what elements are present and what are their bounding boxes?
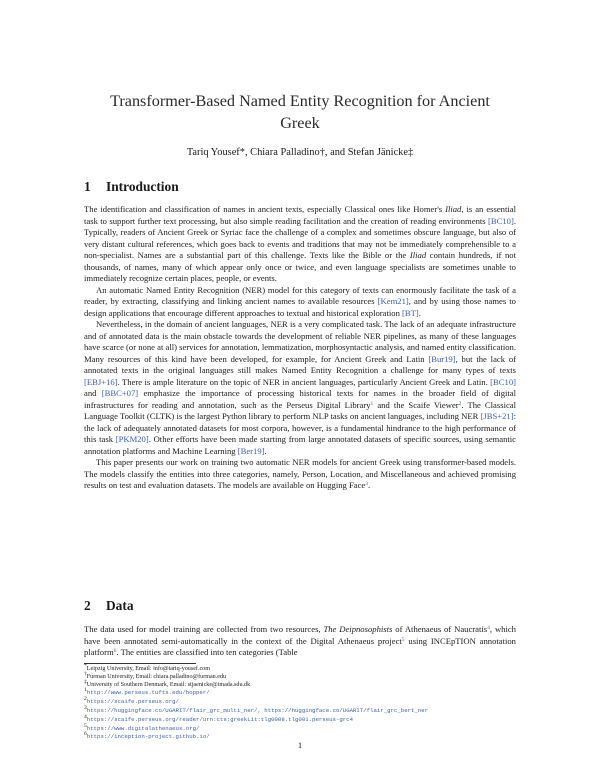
citation-link[interactable]: [Ber19] <box>237 445 265 456</box>
footnotes <box>84 663 516 742</box>
footnote-mark[interactable]: 5 <box>401 636 405 643</box>
footnote-mark[interactable]: 2 <box>458 400 462 407</box>
citation-link[interactable]: [BC10] <box>488 215 514 226</box>
paragraph: An automatic Named Entity Recognition (NER) model for this category of texts can enormously facilitate the task of a reader, by extracting, classifying and linking ancient names to available resources [Kem21], and by using those names to design applications that encourage different approaches to textual and historical exploration [BT]. <box>84 284 516 318</box>
citation-link[interactable]: [PKM20] <box>115 434 149 444</box>
footnote-url-link[interactable]: https://inception-project.github.io/ <box>86 733 210 741</box>
author-list: Tariq Yousef*, Chiara Palladino†, and Stefan Jänicke‡ <box>186 147 414 158</box>
footnote: $^2$https://scaife.perseus.org/ <box>84 696 179 706</box>
citation-link[interactable]: [BT] <box>402 307 419 318</box>
citation-link[interactable]: [Kem21] <box>377 296 409 306</box>
footnote-url-link[interactable]: https://scaife.perseus.org/ <box>86 698 179 706</box>
footnote: $^1$http://www.perseus.tufts.edu/hopper/ <box>84 687 210 697</box>
page-number: 1 <box>297 740 303 750</box>
citation-link[interactable]: [EBJ+16] <box>84 376 118 387</box>
section-heading-introduction <box>84 179 179 195</box>
footnote: $^6$https://inception-project.github.io/ <box>84 731 210 741</box>
footnote-url-link[interactable]: https://huggingface.co/UGARIT/flair_grc_multi_ner/, https://huggingface.co/UGARIT/flair_grc_bert_ner <box>86 706 429 714</box>
title-line-2: Greek <box>280 114 320 132</box>
footnote: $^5$https://www.digitalathenaeus.org/ <box>84 722 200 732</box>
section-title: Introduction <box>106 179 179 194</box>
section-number: 1 <box>84 179 91 194</box>
footnote: $^4$https://scaife.perseus.org/reader/urn:cts:greekLit:tlg0008.tlg001.perseus-grc4 <box>84 713 354 723</box>
footnote-mark[interactable]: 4 <box>487 625 490 631</box>
footnote-mark[interactable]: 1 <box>370 400 374 407</box>
section-number: 2 <box>84 598 91 613</box>
citation-link[interactable]: [Bur19] <box>428 353 456 364</box>
citation-link[interactable]: [BC10] <box>490 376 516 387</box>
footnote-rule <box>84 663 196 664</box>
footnote: †Furman University, Email: chiara.palladino@furman.edu <box>84 670 227 680</box>
paragraph: Nevertheless, in the domain of ancient languages, NER is a very complicated task. The lack of an adequate infrastructure and of annotated data is the main obstacle towards the development of reliable NER pipelines, as many of these languages have scarce (or none at all) services for annotation, lemmatization, morphosyntactic analysis, and named entity classification. Many resources of this kind have been developed, for example, for Ancient Greek and Latin [Bur19], but the lack of annotated texts in the original languages still makes Named Entity Recognition a challenge for many types of texts [EBJ+16]. There is ample literature on the topic of NER in ancient languages, particularly Ancient Greek and Latin. [BC10] and [BBC+07] emphasize the importance of processing historical texts for names in the broader field of digital infrastructures for reading and annotation, such as the Perseus Digital Library$^1$ and the Scaife Viewer$^2$. The Classical Language Toolkit (CLTK) is the largest Python library to perform NLP tasks on ancient languages, including NER [JBS+21]: the lack of adequately annotated datasets for most corpora, however, is a fundamental hindrance to the high performance of this task [PKM20]. Other efforts have been made starting from large annotated datasets of specific sources, using semantic annotation platforms and Machine Learning [Ber19]. <box>84 319 517 456</box>
data-body <box>84 624 516 659</box>
section-title: Data <box>106 598 134 613</box>
footnote-url-link[interactable]: https://www.digitalathenaeus.org/ <box>86 724 200 732</box>
footnote-url-link[interactable]: http://www.perseus.tufts.edu/hopper/ <box>86 689 210 697</box>
footnote: $^3$https://huggingface.co/UGARIT/flair_grc_multi_ner/, https://huggingface.co/UGARIT/flair_grc_bert_ner <box>84 704 429 714</box>
paper-title <box>90 90 510 134</box>
footnote-url-link[interactable]: https://scaife.perseus.org/reader/urn:cts:greekLit:tlg0008.tlg001.perseus-grc4 <box>86 715 354 723</box>
footnote: *Leipzig University, Email: info@tariq-yousef.com <box>84 663 210 672</box>
citation-link[interactable]: [BBC+07] <box>101 388 139 398</box>
paragraph: The data used for model training are collected from two resources, The Deipnosophists of Athenaeus of Naucratis$^4$, which have been annotated semi-automatically in the context of the Digital Athenaeus project$^5$ using INCEpTION annotation platform$^6$. The entities are classified into ten categories (Table <box>84 624 516 657</box>
title-line-1: Transformer-Based Named Entity Recognition for Ancient <box>110 92 490 110</box>
paragraph: This paper presents our work on training two automatic NER models for ancient Greek using transformer-based models. The models classify the entities into three categories, namely, Person, Location, and Miscellaneous and achieved promising results on test and evaluation datasets. The models are available on Hugging Face$^3$. <box>84 457 516 490</box>
citation-link[interactable]: [JBS+21] <box>480 411 514 421</box>
footnote-mark[interactable]: 6 <box>113 648 117 654</box>
section-heading-data <box>84 598 134 614</box>
introduction-body <box>84 204 516 492</box>
footnote-mark[interactable]: 3 <box>365 481 369 487</box>
paragraph: The identification and classification of names in ancient texts, especially Classical ones like Homer's Iliad, is an essential task to support further text processing, but also simple reading facilitation and the creation of reading environments [BC10]. Typically, readers of Ancient Greek or Syriac face the challenge of a complex and sometimes obscure language, but also of very distant cultural references, which goes back to events and traditions that may not be immediately comprehensible to a non-specialist. Names are a substantial part of this challenge. Texts like the Bible or the Iliad contain hundreds, if not thousands, of names, many of which appear only once or twice, and even language specialists are sometimes unable to immediately recognize certain places, people, or events. <box>84 204 516 283</box>
footnote: ‡University of Southern Denmark, Email: stjaenicke@imada.sdu.dk <box>84 678 251 688</box>
